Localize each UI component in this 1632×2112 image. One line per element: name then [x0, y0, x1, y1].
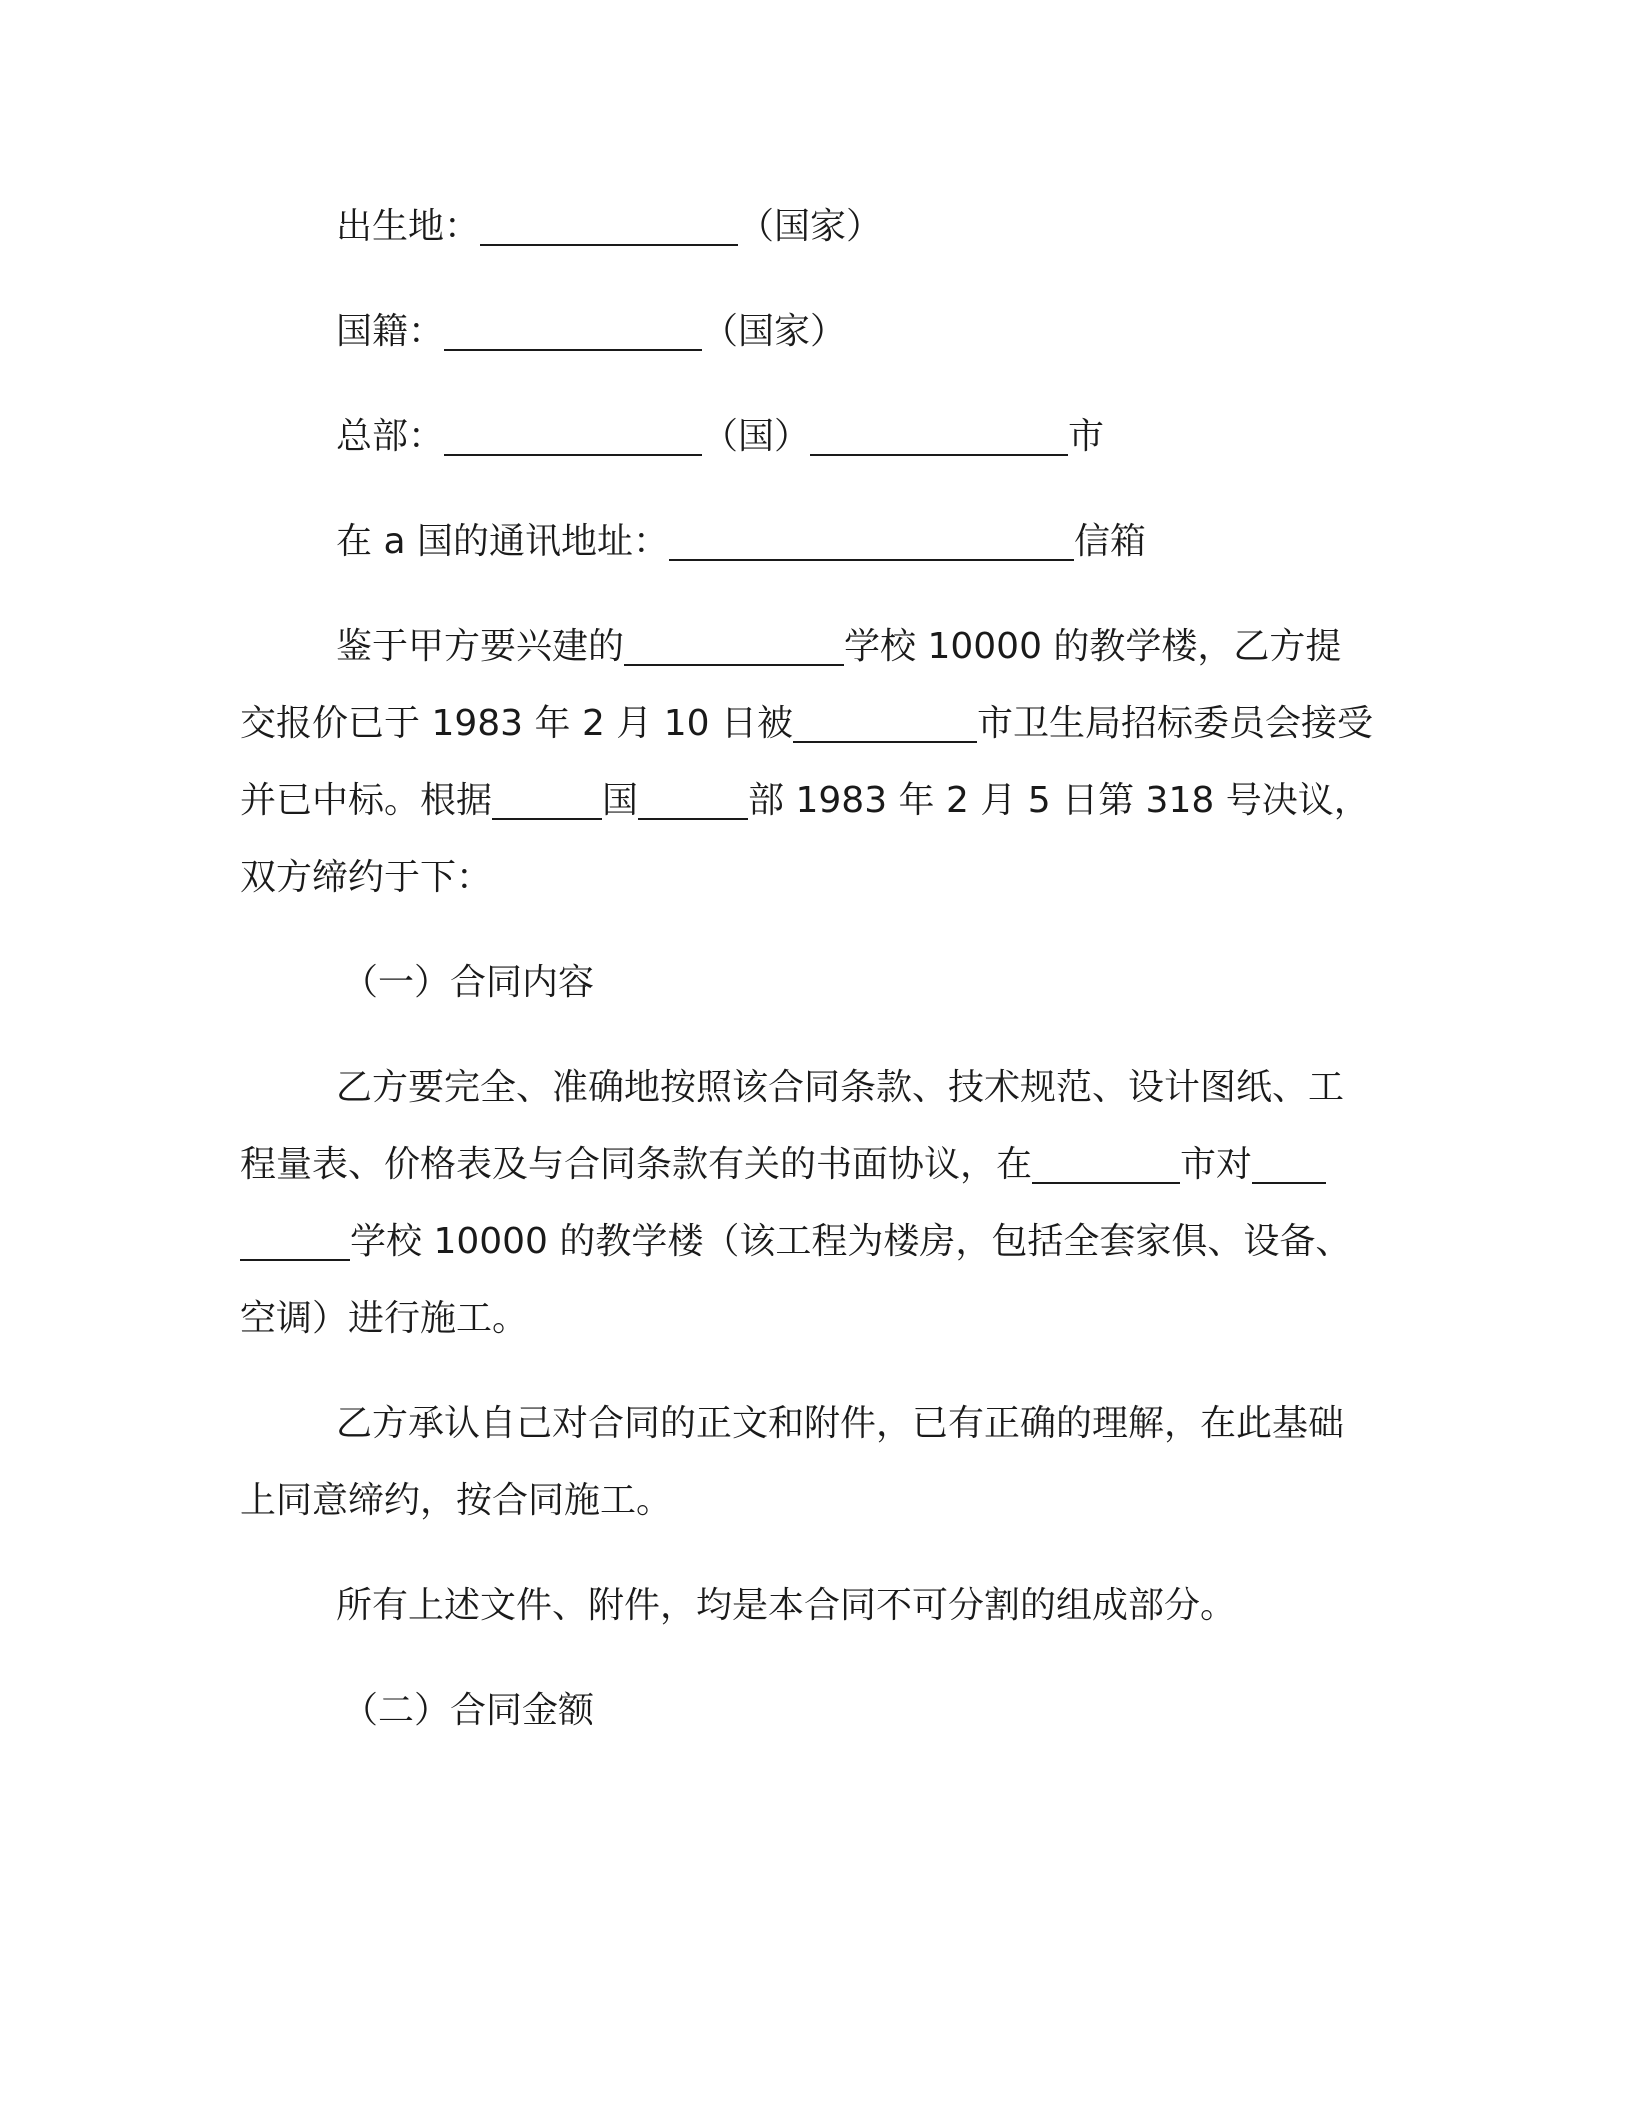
- preamble-text: 部 1983 年 2 月 5 日第 318 号决议，: [748, 780, 1370, 821]
- headquarters-suffix: 市: [1068, 416, 1105, 457]
- preamble-text: 学校 10000 的教学楼，乙方提: [844, 626, 1342, 667]
- address-label: 在 a 国的通讯地址：: [336, 521, 669, 562]
- birthplace-suffix: （国家）: [738, 206, 883, 247]
- birthplace-blank: [480, 196, 738, 246]
- paragraph-line: 空调）进行施工。: [240, 1298, 529, 1339]
- country-blank: [492, 770, 602, 820]
- address-line: [240, 503, 1380, 580]
- ministry-blank: [638, 770, 748, 820]
- headquarters-line: [240, 398, 1380, 475]
- paragraph-line: 乙方要完全、准确地按照该合同条款、技术规范、设计图纸、工: [336, 1067, 1345, 1108]
- preamble-text: 并已中标。根据: [240, 780, 493, 821]
- paragraph-line: [240, 1203, 1380, 1280]
- headquarters-city-blank: [810, 406, 1068, 456]
- school-name-blank: [624, 616, 844, 666]
- headquarters-country-blank: [444, 406, 702, 456]
- headquarters-label: 总部：: [336, 416, 445, 457]
- headquarters-mid: （国）: [702, 416, 811, 457]
- nationality-line: [240, 293, 1380, 370]
- preamble-line-4: [240, 839, 1380, 916]
- paragraph-line: [240, 1126, 1380, 1203]
- preamble-paragraph: [240, 608, 1380, 916]
- section-1-paragraph-2: [240, 1385, 1380, 1539]
- section-2-heading: （二）合同金额: [342, 1690, 595, 1731]
- preamble-line-3: [240, 762, 1380, 839]
- address-suffix: 信箱: [1073, 521, 1146, 562]
- city-blank: [793, 693, 977, 743]
- section-1-paragraph-3: 所有上述文件、附件，均是本合同不可分割的组成部分。: [336, 1585, 1237, 1626]
- birthplace-line: [240, 188, 1380, 265]
- school-blank-2b: [240, 1211, 350, 1261]
- nationality-blank: [444, 301, 702, 351]
- paragraph-text: 学校 10000 的教学楼（该工程为楼房，包括全套家俱、设备、: [350, 1221, 1352, 1262]
- paragraph-text: 市对: [1180, 1144, 1253, 1185]
- section-1-heading: （一）合同内容: [342, 962, 595, 1003]
- school-blank-2a: [1252, 1134, 1326, 1184]
- birthplace-label: 出生地：: [336, 206, 481, 247]
- paragraph-line: 乙方承认自己对合同的正文和附件，已有正确的理解，在此基础: [336, 1403, 1345, 1444]
- nationality-suffix: （国家）: [702, 311, 847, 352]
- preamble-text: 市卫生局招标委员会接受: [977, 703, 1374, 744]
- preamble-line-1: [240, 608, 1380, 685]
- address-blank: [669, 511, 1074, 561]
- preamble-text: 鉴于甲方要兴建的: [336, 626, 625, 667]
- document-body: [240, 188, 1380, 1749]
- nationality-label: 国籍：: [336, 311, 445, 352]
- preamble-text: 交报价已于 1983 年 2 月 10 日被: [240, 703, 793, 744]
- preamble-text: 双方缔约于下：: [240, 857, 493, 898]
- paragraph-text: 程量表、价格表及与合同条款有关的书面协议，在: [240, 1144, 1033, 1185]
- section-1-paragraph-1: [240, 1049, 1380, 1357]
- preamble-text: 国: [602, 780, 639, 821]
- city-blank-2: [1032, 1134, 1180, 1184]
- preamble-line-2: [240, 685, 1380, 762]
- paragraph-line: 上同意缔约，按合同施工。: [240, 1480, 673, 1521]
